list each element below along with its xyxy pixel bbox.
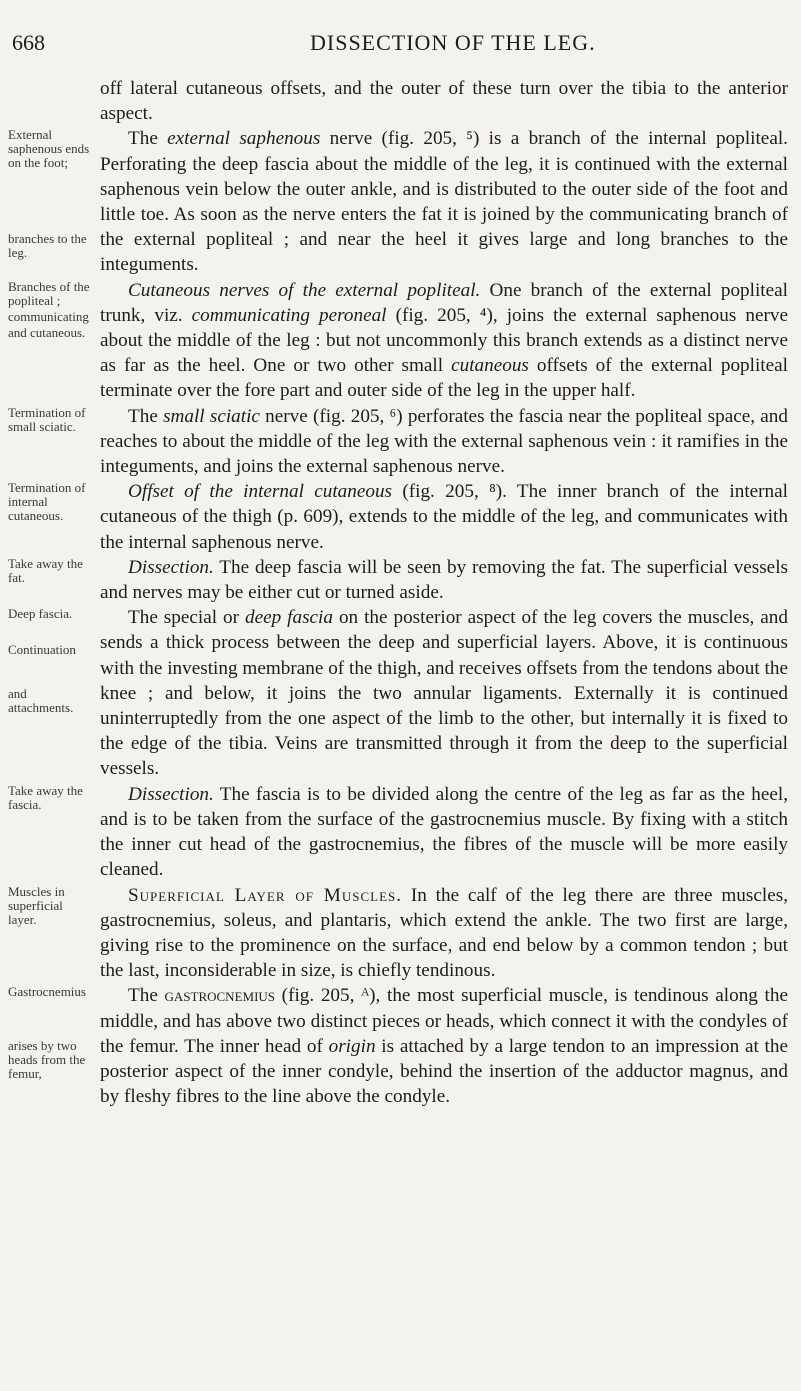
page-header — [0, 30, 801, 60]
margin-note: Gastrocnemius arises by two heads from the femur, — [8, 984, 86, 1082]
margin-note: Muscles in superficial layer. — [8, 883, 65, 927]
margin-note: Deep fascia. Continuation and attachments. — [8, 606, 76, 716]
paragraph-text: off lateral cutaneous offsets, and the outer of these turn over the tibia to the anterior aspect. — [100, 78, 788, 125]
margin-note: Termination of small sciatic. — [8, 404, 86, 434]
paragraph-text: The special or deep fascia on the posterior aspect of the leg covers the muscles, and sends a thick process between the deep and superficial layers. Above, it is continuous with the investing membrane of the thigh, and receives offsets from the tendons about the knee ; and below, it joins the two annular ligaments. Externally it is continued uninterruptedly from the one aspect of the limb to the other, but internally it is fixed to the edge of the tibia. Veins are transmitted through it from the deep to the superficial vessels. — [100, 607, 788, 780]
paragraph-dissection-fascia — [0, 782, 801, 883]
paragraph-1 — [0, 76, 801, 126]
page-number: 668 — [12, 30, 45, 55]
paragraph-deep-fascia — [0, 605, 801, 781]
paragraph-text: Dissection. The fascia is to be divided along the centre of the leg as far as the heel, and is to be taken from the surface of the gastrocnemius muscle. By fixing with a stitch the inner cut head of the gastrocnemius, the fibres of the muscle will be more easily cleaned. — [100, 783, 788, 881]
margin-note: Take away the fat. — [8, 555, 83, 585]
margin-note: Branches of the popliteal ; communicating and cutaneous. — [8, 278, 90, 340]
margin-note: Take away the fascia. — [8, 782, 83, 812]
paragraph-text: The small sciatic nerve (fig. 205, ⁶) perforates the fascia near the popliteal space, and reaches to about the middle of the leg with the external saphenous vein : it ramifies in the integuments, and joins the external saphenous nerve. — [100, 405, 788, 478]
paragraph-text: Dissection. The deep fascia will be seen by removing the fat. The superficial vessels and nerves may be either cut or turned aside. — [100, 556, 788, 604]
paragraph-internal-cutaneous — [0, 479, 801, 555]
margin-note: External saphenous ends on the foot; branches to the leg. — [8, 127, 90, 261]
paragraph-dissection-fat — [0, 555, 801, 605]
paragraph-text: The external saphenous nerve (fig. 205, ⁵) is a branch of the internal popliteal. Perforating the deep fascia about the middle of the leg, it is continued with the external saphenous vein below the outer ankle, and is distributed to the outer side of the foot and little toe. As soon as the nerve enters the fat it is joined by the communicating branch of the external popliteal ; and near the heel it gives large and long branches to the integuments. — [100, 128, 788, 276]
paragraph-text: Cutaneous nerves of the external popliteal. One branch of the external popliteal trunk, viz. communicating peroneal (fig. 205, ⁴), joins the external saphenous nerve about the middle of the leg : but not uncommonly this branch extends as a distinct nerve as far as the heel. One or two other small cutaneous offsets of the external popliteal terminate over the fore part and outer side of the leg in the upper half. — [100, 279, 789, 402]
page-body — [0, 76, 801, 1109]
paragraph-small-sciatic — [0, 404, 801, 480]
paragraph-text: Superficial Layer of Muscles. In the calf of the leg there are three muscles, gastrocnemius, soleus, and plantaris, which extend the ankle. The two first are large, giving rise to the prominence on the surface, and end below by a common tendon ; but the last, inconsiderable in size, is chiefly tendinous. — [100, 884, 788, 982]
paragraph-cutaneous-nerves — [0, 278, 801, 404]
paragraph-superficial-layer — [0, 883, 801, 984]
running-head: DISSECTION OF THE LEG. — [310, 30, 596, 55]
paragraph-external-saphenous — [0, 126, 801, 277]
paragraph-gastrocnemius — [0, 983, 801, 1109]
paragraph-text: The gastrocnemius (fig. 205, ᴬ), the most superficial muscle, is tendinous along the middle, and has above two distinct pieces or heads, which connect it with the condyles of the femur. The inner head of origin is attached by a large tendon to an impression at the posterior aspect of the inner condyle, behind the insertion of the adductor magnus, and by fleshy fibres to the line above the condyle. — [100, 985, 788, 1108]
margin-note: Termination of internal cutaneous. — [8, 480, 86, 524]
paragraph-text: Offset of the internal cutaneous (fig. 205, ⁸). The inner branch of the internal cutaneous of the thigh (p. 609), extends to the middle of the leg, and communicates with the internal saphenous nerve. — [100, 481, 788, 553]
